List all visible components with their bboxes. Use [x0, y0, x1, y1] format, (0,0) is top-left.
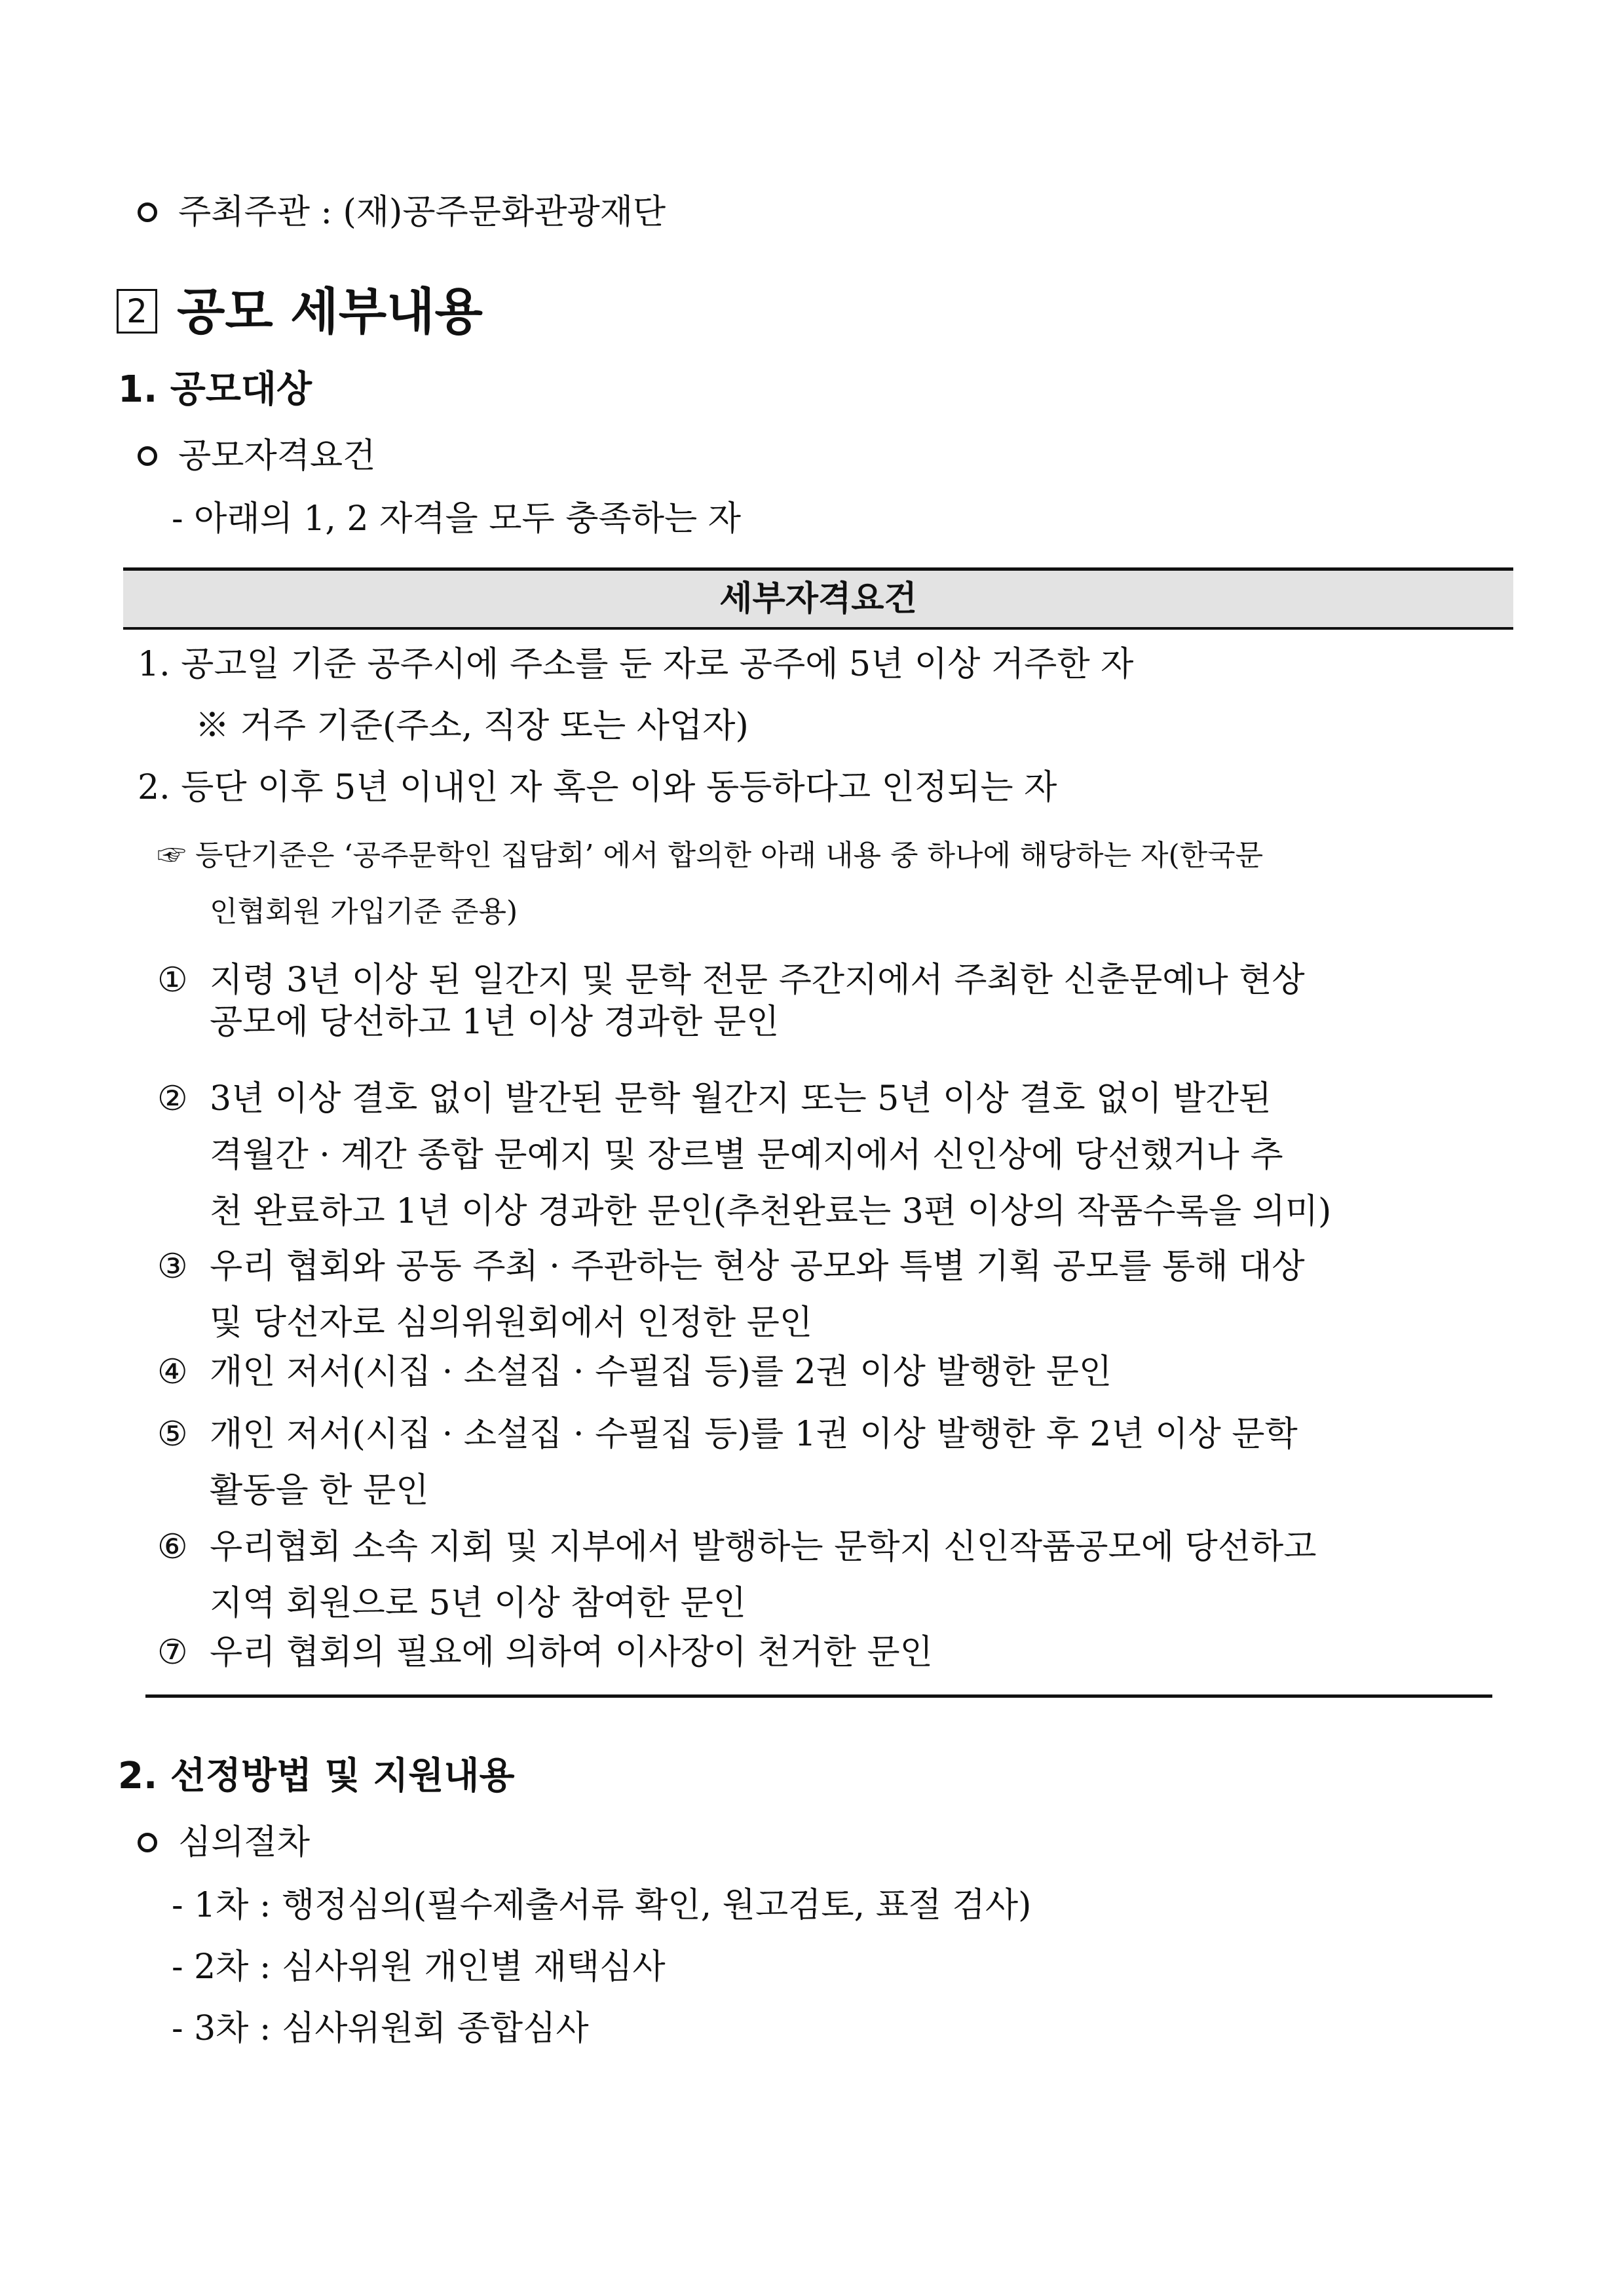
- section-heading: [117, 282, 483, 342]
- eligibility-bullet: [138, 435, 375, 477]
- organizer-line: [138, 191, 666, 233]
- criterion-number: ⑤: [157, 1415, 188, 1454]
- criterion-line: 3년 이상 결호 없이 발간된 문학 월간지 또는 5년 이상 결호 없이 발간된: [210, 1079, 1272, 1119]
- table-header: 세부자격요건: [123, 571, 1513, 630]
- criteria-note-line-2: 인협회원 가입기준 준용): [210, 895, 518, 928]
- eligibility-dash: - 아래의 1, 2 자격을 모두 충족하는 자: [172, 499, 741, 539]
- criterion-line: 개인 저서(시집 · 소설집 · 수필집 등)를 2권 이상 발행한 문인: [210, 1352, 1112, 1392]
- criterion-line: 우리 협회의 필요에 의하여 이사장이 천거한 문인: [210, 1633, 933, 1672]
- criterion-4: [157, 1351, 1112, 1393]
- subsection-title-1: 1. 공모대상: [118, 368, 312, 411]
- procedure-step-3: - 3차 : 심사위원회 종합심사: [172, 2009, 589, 2048]
- procedure-step-1: - 1차 : 행정심의(필수제출서류 확인, 원고검토, 표절 검사): [172, 1886, 1032, 1925]
- criterion-line: 지역 회원으로 5년 이상 참여한 문인: [210, 1584, 746, 1623]
- criterion-line: 및 당선자로 심의위원회에서 인정한 문인: [210, 1303, 813, 1343]
- criterion-number: ④: [157, 1352, 188, 1392]
- criterion-1: [157, 959, 1305, 1043]
- criterion-line: 개인 저서(시집 · 소설집 · 수필집 등)를 1권 이상 발행한 후 2년 이상 문학: [210, 1415, 1298, 1454]
- criterion-6: [157, 1519, 1316, 1632]
- criterion-line: 공모에 당선하고 1년 이상 경과한 문인: [210, 1003, 780, 1042]
- criterion-7: [157, 1632, 933, 1674]
- procedure-step-2: - 2차 : 심사위원 개인별 재택심사: [172, 1947, 666, 1987]
- circle-bullet-icon: [138, 446, 157, 466]
- table-item-2: 2. 등단 이후 5년 이내인 자 혹은 이와 동등하다고 인정되는 자: [138, 768, 1057, 807]
- criterion-number: ⑥: [157, 1527, 188, 1567]
- table-item-1: 1. 공고일 기준 공주시에 주소를 둔 자로 공주에 5년 이상 거주한 자: [138, 645, 1134, 684]
- criterion-line: 우리 협회와 공동 주최 · 주관하는 현상 공모와 특별 기획 공모를 통해 대상: [210, 1247, 1305, 1286]
- circle-bullet-icon: [138, 1833, 157, 1852]
- section-number-box: 2: [117, 289, 157, 334]
- criterion-3: [157, 1238, 1305, 1351]
- organizer-text: 주최주관 : (재)공주문화관광재단: [178, 193, 666, 232]
- circle-bullet-icon: [138, 202, 157, 222]
- section-title: 공모 세부내용: [177, 282, 483, 341]
- criterion-number: ③: [157, 1247, 188, 1286]
- criterion-number: ①: [157, 961, 188, 1000]
- table-item-1-note: ※ 거주 기준(주소, 직장 또는 사업자): [195, 706, 749, 746]
- criterion-number: ⑦: [157, 1633, 188, 1672]
- criteria-note-line-1: ☞ 등단기준은 ‘공주문학인 집담회’ 에서 합의한 아래 내용 중 하나에 해당하는 자(한국문: [157, 839, 1264, 872]
- criterion-line: 지령 3년 이상 된 일간지 및 문학 전문 주간지에서 주최한 신춘문예나 현상: [210, 961, 1305, 1000]
- criterion-line: 격월간 · 계간 종합 문예지 및 장르별 문예지에서 신인상에 당선했거나 추: [210, 1136, 1283, 1175]
- criterion-5: [157, 1406, 1298, 1519]
- eligibility-bullet-text: 공모자격요건: [178, 436, 376, 476]
- criterion-2: [157, 1071, 1331, 1240]
- criterion-number: ②: [157, 1079, 188, 1119]
- criterion-line: 우리협회 소속 지회 및 지부에서 발행하는 문학지 신인작품공모에 당선하고: [210, 1527, 1317, 1567]
- criterion-line: 천 완료하고 1년 이상 경과한 문인(추천완료는 3편 이상의 작품수록을 의미): [210, 1192, 1332, 1231]
- subsection-title-2: 2. 선정방법 및 지원내용: [118, 1755, 515, 1797]
- criterion-line: 활동을 한 문인: [210, 1471, 429, 1510]
- table-bottom-rule: [145, 1694, 1492, 1698]
- procedure-bullet: [138, 1822, 310, 1864]
- procedure-bullet-text: 심의절차: [178, 1823, 310, 1862]
